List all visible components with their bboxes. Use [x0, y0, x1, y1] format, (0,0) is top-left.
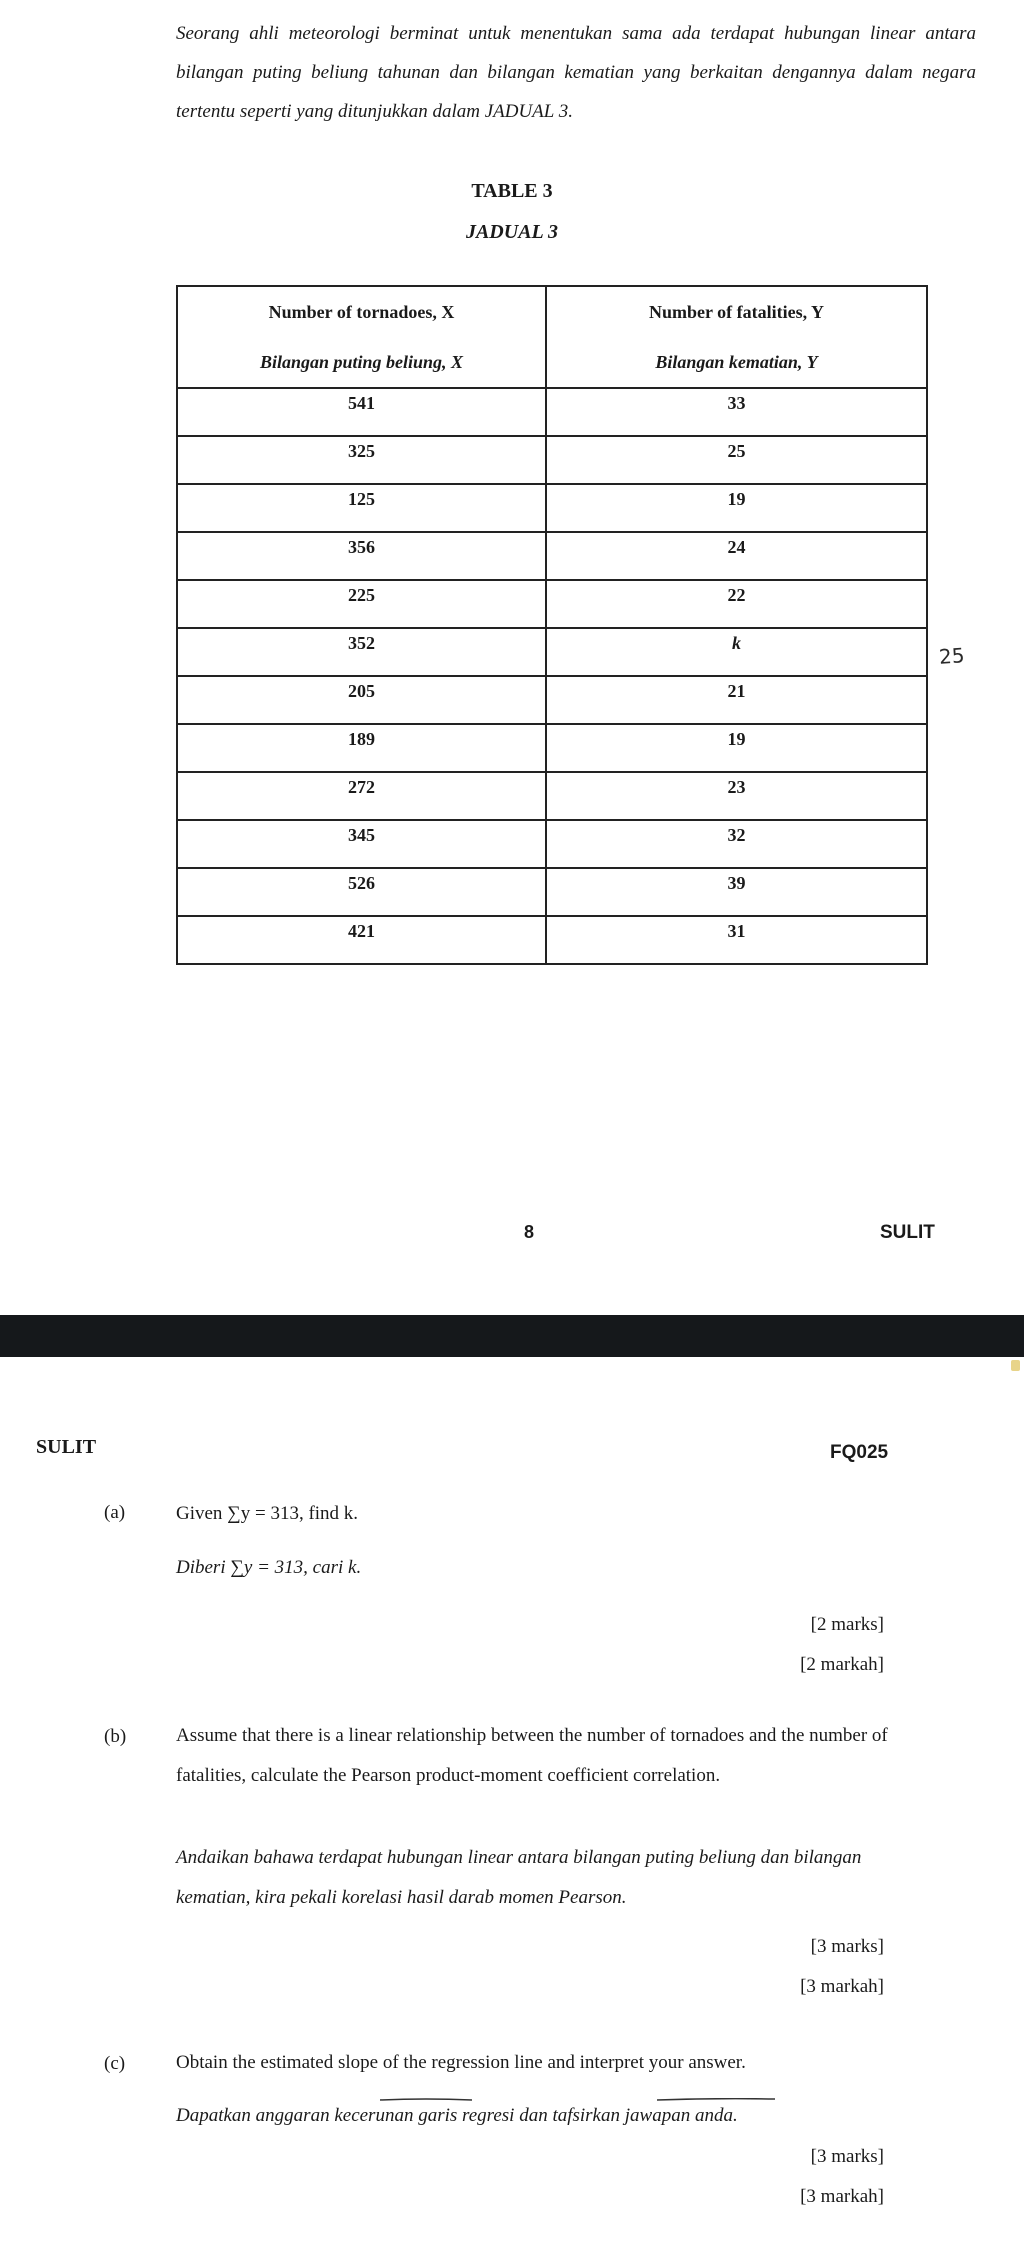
- cell-x: 205: [177, 676, 546, 724]
- intro-paragraph: Seorang ahli meteorologi berminat untuk menentukan sama ada terdapat hubungan linear antara bilangan puting beliung tahunan dan bilangan kematian yang berkaitan dengannya dalam negara tertentu seperti yang ditunjukkan dalam JADUAL 3.: [176, 23, 976, 122]
- table-row: [177, 436, 927, 484]
- cell-x: 125: [177, 484, 546, 532]
- cell-y: 33: [546, 388, 927, 436]
- question-c-my: Dapatkan anggaran kecerunan garis regresi dan tafsirkan jawapan anda.: [176, 2105, 738, 2126]
- question-a-my-math: ∑y = 313: [230, 1557, 304, 1578]
- table-row: [177, 580, 927, 628]
- table-title: TABLE 3: [471, 180, 553, 202]
- header-tornadoes-en: Number of tornadoes, X: [268, 302, 455, 322]
- question-a-marks-my: [2 markah]: [800, 1654, 884, 1675]
- page-number: 8: [524, 1222, 535, 1242]
- table-row: [177, 484, 927, 532]
- question-c-en: Obtain the estimated slope of the regression line and interpret your answer.: [176, 2052, 746, 2073]
- table-row: [177, 820, 927, 868]
- question-a-my-post: , cari k.: [303, 1557, 362, 1578]
- cell-y: 23: [546, 772, 927, 820]
- cell-y: 39: [546, 868, 927, 916]
- cell-x: 541: [177, 388, 546, 436]
- question-a-en: [176, 1494, 896, 1534]
- cell-y: 25: [546, 436, 927, 484]
- cell-x: 352: [177, 628, 546, 676]
- table-row: [177, 676, 927, 724]
- question-b-label: (b): [104, 1726, 127, 1747]
- handwritten-note: 25: [938, 643, 966, 669]
- question-b-en: Assume that there is a linear relationship between the number of tornadoes and the number of fatalities, calculate the Pearson product-moment coefficient correlation.: [176, 1725, 888, 1786]
- cell-y: 31: [546, 916, 927, 964]
- question-b-marks-my: [3 markah]: [800, 1976, 884, 1997]
- sulit-footer: SULIT: [880, 1222, 935, 1243]
- cell-x: 325: [177, 436, 546, 484]
- header-fatalities-en: Number of fatalities, Y: [649, 302, 824, 322]
- header-tornadoes-my: Bilangan puting beliung, X: [259, 352, 464, 372]
- table-row: [177, 724, 927, 772]
- question-a-label: (a): [104, 1502, 126, 1523]
- data-table: [176, 285, 966, 965]
- cell-y: 21: [546, 676, 927, 724]
- sulit-header: SULIT: [36, 1436, 97, 1458]
- question-a-my-pre: Diberi: [176, 1557, 231, 1578]
- question-a-en-post: , find k.: [298, 1503, 359, 1524]
- corner-mark: [1011, 1360, 1020, 1371]
- cell-y: 19: [546, 484, 927, 532]
- table-row: [177, 916, 927, 964]
- table-row: [177, 628, 927, 676]
- cell-y: 19: [546, 724, 927, 772]
- table-row: [177, 772, 927, 820]
- question-b-marks-en: [3 marks]: [810, 1936, 884, 1957]
- table-row: [177, 532, 927, 580]
- cell-x: 189: [177, 724, 546, 772]
- table-header-row: [177, 286, 927, 388]
- cell-y: 24: [546, 532, 927, 580]
- cell-x: 421: [177, 916, 546, 964]
- question-c-marks-my: [3 markah]: [800, 2186, 884, 2207]
- course-code: FQ025: [830, 1442, 889, 1463]
- table-row: [177, 388, 927, 436]
- question-c-label: (c): [104, 2053, 126, 2074]
- cell-y: 32: [546, 820, 927, 868]
- cell-x: 356: [177, 532, 546, 580]
- unknown-k: k: [732, 633, 741, 653]
- page-divider: [0, 1315, 1024, 1357]
- header-tornadoes: [177, 286, 546, 388]
- header-fatalities-my: Bilangan kematian, Y: [655, 352, 818, 372]
- question-b-my: Andaikan bahawa terdapat hubungan linear antara bilangan puting beliung dan bilangan kematian, kira pekali korelasi hasil darab momen Pearson.: [176, 1847, 862, 1908]
- cell-x: 272: [177, 772, 546, 820]
- question-a-my: [176, 1548, 896, 1588]
- cell-y-unknown: [546, 628, 966, 676]
- question-c-marks-en: [3 marks]: [810, 2146, 884, 2167]
- header-fatalities: [546, 286, 927, 388]
- table-row: [177, 868, 927, 916]
- question-a-en-math: ∑y = 313: [227, 1503, 299, 1524]
- table-subtitle: JADUAL 3: [465, 221, 559, 243]
- cell-x: 345: [177, 820, 546, 868]
- question-a-marks-en: [2 marks]: [810, 1614, 884, 1635]
- cell-x: 225: [177, 580, 546, 628]
- question-a-en-pre: Given: [176, 1503, 228, 1524]
- cell-x: 526: [177, 868, 546, 916]
- cell-y: 22: [546, 580, 927, 628]
